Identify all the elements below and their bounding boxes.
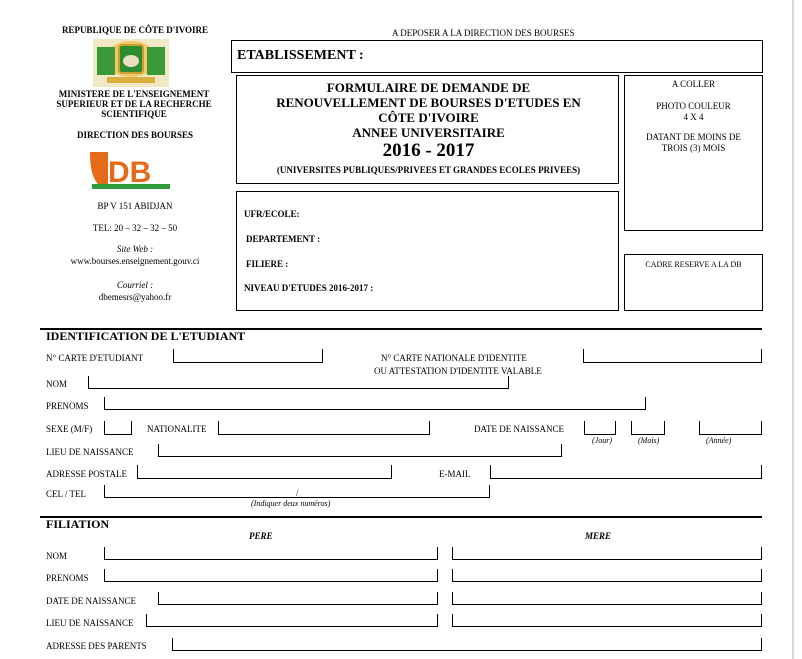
ufr-label: UFR/ECOLE: xyxy=(244,209,300,219)
nom-label: NOM xyxy=(46,379,68,389)
deux-numeros-hint: (Indiquer deux numéros) xyxy=(251,499,331,508)
title-line1: FORMULAIRE DE DEMANDE DE xyxy=(326,80,531,95)
etablissement-box[interactable] xyxy=(231,40,763,73)
mail-address: dbemesrs@yahoo.fr xyxy=(98,292,172,302)
republic-label: REPUBLIQUE DE CÔTE D'IVOIRE xyxy=(61,25,209,35)
site-label: Site Web : xyxy=(116,244,154,254)
pere-nom-field[interactable] xyxy=(104,547,438,560)
etablissement-label: ETABLISSEMENT : xyxy=(237,48,364,63)
ministry-label: MINISTERE DE L'ENSEIGNEMENT SUPERIEUR ET DE LA RECHERCHE SCIENTIFIQUE xyxy=(56,89,212,119)
sexe-field[interactable] xyxy=(104,421,132,435)
nom-field[interactable] xyxy=(88,376,509,389)
title-line2: RENOUVELLEMENT DE BOURSES D'ETUDES EN xyxy=(276,95,581,110)
mois-field[interactable] xyxy=(631,421,665,435)
studies-box[interactable] xyxy=(236,191,619,311)
title-line4: ANNEE UNIVERSITAIRE xyxy=(352,125,505,140)
pere-prenoms-field[interactable] xyxy=(104,569,438,582)
filiation-rule xyxy=(40,516,762,518)
cni-label-line1: N° CARTE NATIONALE D'IDENTITE xyxy=(381,353,527,363)
departement-label: DEPARTEMENT : xyxy=(246,234,321,244)
direction-label: DIRECTION DES BOURSES xyxy=(76,130,194,140)
mere-heading: MERE xyxy=(585,531,612,541)
date-naissance-label: DATE DE NAISSANCE xyxy=(474,424,564,434)
carte-etudiant-label: N° CARTE D'ETUDIANT xyxy=(46,353,144,363)
mail-label: Courriel : xyxy=(116,280,154,290)
reserved-box xyxy=(624,254,763,311)
photo-line1: A COLLER xyxy=(671,79,716,89)
pere-lieu-naissance-field[interactable] xyxy=(146,614,438,627)
nationalite-label: NATIONALITE xyxy=(147,424,207,434)
title-line3: CÔTE D'IVOIRE xyxy=(378,110,479,125)
site-url: www.bourses.enseignement.gouv.ci xyxy=(70,256,200,266)
photo-line5: TROIS (3) MOIS xyxy=(661,143,726,153)
mere-prenoms-field[interactable] xyxy=(452,569,762,582)
address-label: BP V 151 ABIDJAN xyxy=(97,201,173,211)
fil-prenoms-label: PRENOMS xyxy=(46,573,89,583)
pere-date-naissance-field[interactable] xyxy=(158,592,438,605)
jour-hint: (Jour) xyxy=(592,436,612,445)
prenoms-label: PRENOMS xyxy=(46,401,89,411)
tel-label: TEL: 20 – 32 – 32 – 50 xyxy=(92,223,178,233)
lieu-naissance-label: LIEU DE NAISSANCE xyxy=(46,447,134,457)
identification-heading: IDENTIFICATION DE L'ETUDIANT xyxy=(46,329,246,343)
adresse-postale-label: ADRESSE POSTALE xyxy=(46,469,128,479)
fil-lieu-naissance-label: LIEU DE NAISSANCE xyxy=(46,618,134,628)
mere-lieu-naissance-field[interactable] xyxy=(452,614,762,627)
sexe-label: SEXE (M/F) xyxy=(46,424,93,434)
fil-nom-label: NOM xyxy=(46,551,68,561)
db-logo xyxy=(88,148,172,190)
prenoms-field[interactable] xyxy=(104,397,646,410)
lieu-naissance-field[interactable] xyxy=(158,444,562,457)
niveau-label: NIVEAU D'ETUDES 2016-2017 : xyxy=(244,283,374,293)
cni-label-line2: OU ATTESTATION D'IDENTITE VALABLE xyxy=(374,366,542,376)
page-edge-right xyxy=(792,0,794,659)
nationalite-field[interactable] xyxy=(218,421,430,435)
reserved-label: CADRE RESERVE A LA DB xyxy=(645,260,742,269)
adresse-parents-label: ADRESSE DES PARENTS xyxy=(46,641,147,651)
fil-date-naissance-label: DATE DE NAISSANCE xyxy=(46,596,136,606)
photo-line3: 4 X 4 xyxy=(683,112,704,122)
carte-etudiant-field[interactable] xyxy=(173,349,323,363)
email-label: E-MAIL xyxy=(439,469,471,479)
email-field[interactable] xyxy=(490,465,762,479)
coat-of-arms-logo xyxy=(93,39,169,87)
jour-field[interactable] xyxy=(584,421,616,435)
db-logo-text: DB xyxy=(108,156,152,189)
annee-hint: (Année) xyxy=(706,436,732,445)
filiation-heading: FILIATION xyxy=(46,517,110,531)
photo-line4: DATANT DE MOINS DE xyxy=(646,132,741,142)
cni-field[interactable] xyxy=(583,349,762,363)
title-box xyxy=(236,75,619,184)
photo-box xyxy=(624,75,763,231)
pere-heading: PERE xyxy=(249,531,273,541)
annee-field[interactable] xyxy=(699,421,762,435)
adresse-postale-field[interactable] xyxy=(137,465,392,479)
mois-hint: (Mois) xyxy=(638,436,660,445)
mere-date-naissance-field[interactable] xyxy=(452,592,762,605)
photo-line2: PHOTO COULEUR xyxy=(656,101,731,111)
adresse-parents-field[interactable] xyxy=(172,638,762,651)
mere-nom-field[interactable] xyxy=(452,547,762,560)
title-year: 2016 - 2017 xyxy=(382,140,475,161)
filiere-label: FILIERE : xyxy=(246,259,289,269)
cel-tel-label: CEL / TEL xyxy=(46,489,86,499)
cel-tel-separator: / xyxy=(296,488,299,498)
title-subtitle: (UNIVERSITES PUBLIQUES/PRIVEES ET GRANDES ECOLES PRIVEES) xyxy=(276,165,581,175)
deposit-note: A DEPOSER A LA DIRECTION DES BOURSES xyxy=(392,28,575,38)
